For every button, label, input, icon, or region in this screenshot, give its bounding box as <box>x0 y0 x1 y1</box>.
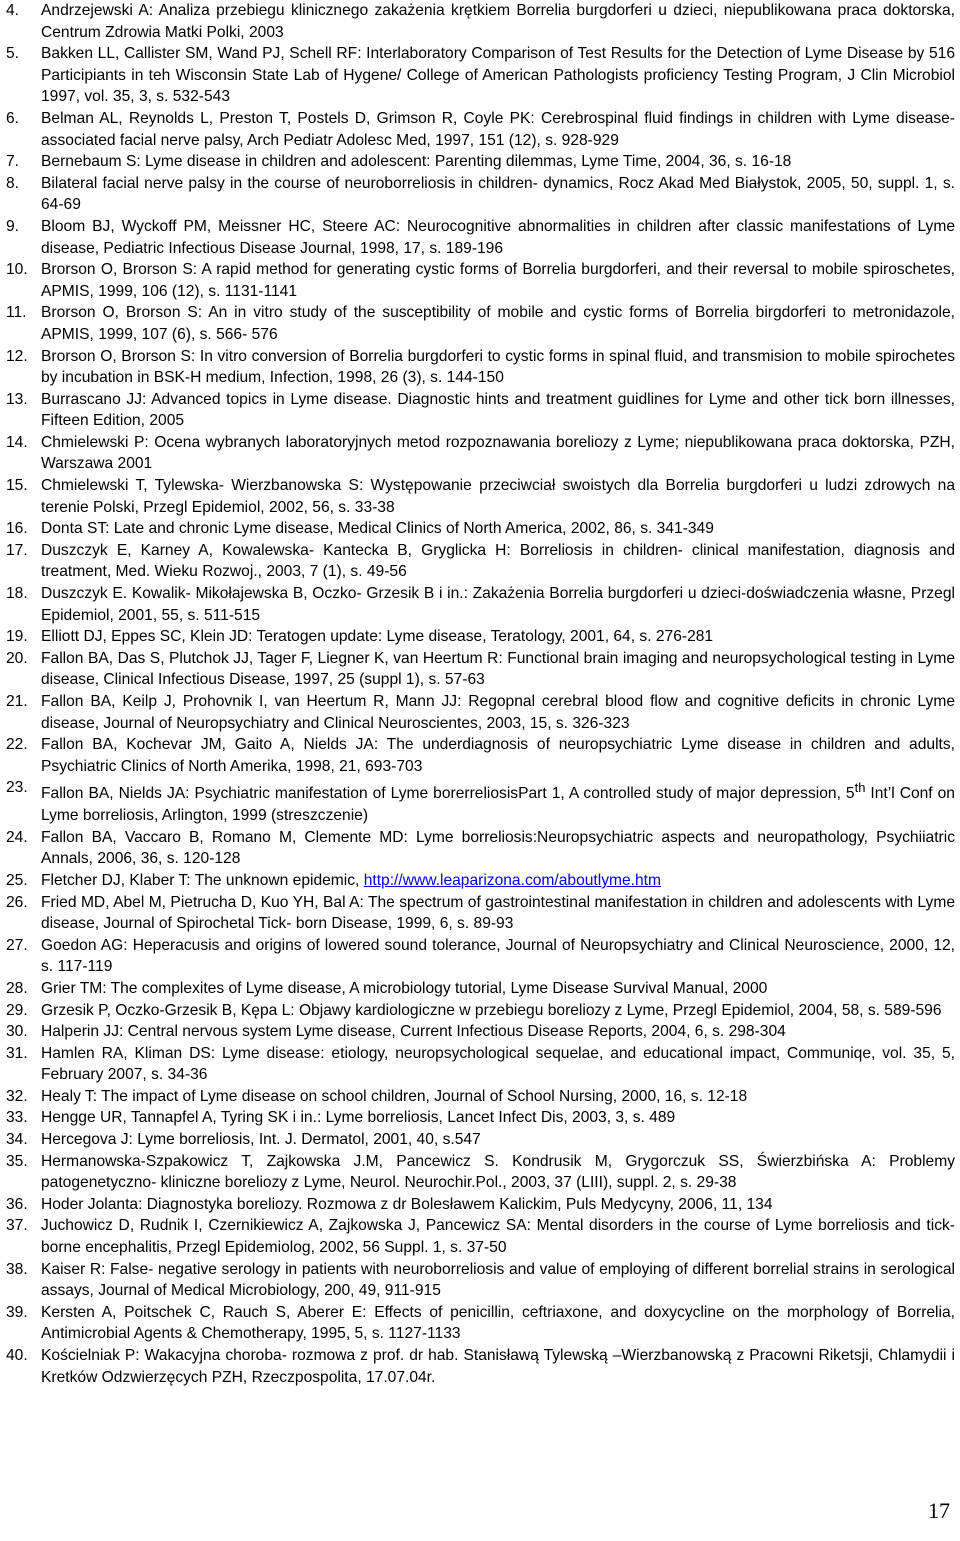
reference-number: 29. <box>6 1001 28 1019</box>
reference-number: 34. <box>6 1131 28 1149</box>
reference-text: Chmielewski T, Tylewska- Wierzbanowska S: Występowanie przeciwciał swoistych dla Borrelia burgdorferi u ludzi zdrowych na terenie Polski, Przegl Epidemiol, 2002, 56, s. 33-38 <box>41 477 955 516</box>
reference-text: Juchowicz D, Rudnik I, Czernikiewicz A, Zajkowska J, Pancewicz SA: Mental disorders in the course of Lyme borreliosis and tick- borne encephalitis, Przegl Epidemiolog, 2002, 56 Suppl. 1, s. 37-50 <box>41 1217 955 1257</box>
page-number: 17 <box>928 1498 950 1523</box>
reference-text: Brorson O, Brorson S: A rapid method for generating cystic forms of Borrelia burgdorferi, and their reversal to mobile spiroschetes, APMIS, 1999, 106 (12), s. 1131-1141 <box>41 261 955 300</box>
reference-number: 32. <box>6 1087 28 1105</box>
reference-text: Fallon BA, Das S, Plutchok JJ, Tager F, Liegner K, van Heertum R: Functional brain imaging and neuropsychological testing in Lyme disease, Clinical Infectious Disease, 1997, 25 (suppl 1), s. 57-63 <box>41 649 955 689</box>
reference-item <box>6 691 955 734</box>
reference-number: 5. <box>6 45 20 63</box>
reference-number: 33. <box>6 1109 28 1127</box>
reference-number: 37. <box>6 1217 28 1235</box>
reference-number: 13. <box>6 390 28 408</box>
reference-text: Bilateral facial nerve palsy in the course of neuroborreliosis in children- dynamics, Rocz Akad Med Białystok, 2005, 50, suppl. 1, s. 64-69 <box>41 174 955 214</box>
reference-item <box>6 518 955 540</box>
reference-number: 24. <box>6 828 28 846</box>
reference-text: Bakken LL, Callister SM, Wand PJ, Schell RF: Interlaboratory Comparison of Test Results for the Detection of Lyme Disease by 516 Participiants in teh Wisconsin State Lab of Hygene/ College of American Pathologists proficiency Testing Program, J Clin Microbiol 1997, vol. 35, 3, s. 532-543 <box>41 45 955 106</box>
reference-item <box>6 1151 955 1194</box>
reference-item <box>6 259 955 302</box>
reference-number: 6. <box>6 109 20 127</box>
reference-number: 12. <box>6 347 28 365</box>
reference-text: Duszczyk E. Kowalik- Mikołajewska B, Oczko- Grzesik B i in.: Zakażenia Borrelia burgdorferi u dzieci-doświadczenia własne, Przegl Epidemiol, 2001, 55, s. 511-515 <box>41 585 955 624</box>
reference-item <box>6 432 955 475</box>
reference-number: 22. <box>6 736 28 754</box>
reference-item <box>6 151 955 173</box>
reference-text: Donta ST: Late and chronic Lyme disease, Medical Clinics of North America, 2002, 86, s. 341-349 <box>41 520 714 538</box>
reference-text <box>41 777 955 826</box>
reference-text: Brorson O, Brorson S: In vitro conversion of Borrelia burgdorferi to cystic forms in spinal fluid, and transmision to mobile spirochetes by incubation in BSK-H medium, Infection, 1998, 26 (3), s. 144-150 <box>41 347 955 387</box>
reference-text: Fallon BA, Kochevar JM, Gaito A, Nields JA: The underdiagnosis of neuropsychiatric Lyme disease in children and adults, Psychiatric Clinics of North Amerika, 1998, 21, 693-703 <box>41 736 955 775</box>
reference-item <box>6 827 955 870</box>
reference-number: 15. <box>6 477 28 495</box>
reference-item <box>6 1107 955 1129</box>
reference-item <box>6 1086 955 1108</box>
reference-item <box>6 475 955 518</box>
reference-item <box>6 43 955 108</box>
reference-item <box>6 583 955 626</box>
reference-number: 36. <box>6 1195 28 1213</box>
reference-item <box>6 1302 955 1345</box>
reference-text: Kersten A, Poitschek C, Rauch S, Aberer E: Effects of penicillin, ceftriaxone, and doxycycline on the morphology of Borrelia, Antimicrobial Agents & Chemotherapy, 1995, 5, s. 1127-1133 <box>41 1303 955 1343</box>
reference-item <box>6 173 955 216</box>
reference-item <box>6 1259 955 1302</box>
reference-text: Hamlen RA, Kliman DS: Lyme disease: etiology, neuropsychological sequelae, and educational impact, Communiqe, vol. 35, 5, February 2007, s. 34-36 <box>41 1044 955 1084</box>
reference-text: Bloom BJ, Wyckoff PM, Meissner HC, Steere AC: Neurocognitive abnormalities in children after classic manifestations of Lyme disease, Pediatric Infectious Disease Journal, 1998, 17, s. 189-196 <box>41 217 955 257</box>
reference-text: Hercegova J: Lyme borreliosis, Int. J. Dermatol, 2001, 40, s.547 <box>41 1131 481 1149</box>
reference-item <box>6 108 955 151</box>
reference-text: Hengge UR, Tannapfel A, Tyring SK i in.: Lyme borreliosis, Lancet Infect Dis, 2003, 3, s. 489 <box>41 1109 676 1127</box>
reference-link[interactable]: http://www.leaparizona.com/aboutlyme.htm <box>363 871 662 889</box>
reference-text: Fallon BA, Vaccaro B, Romano M, Clemente MD: Lyme borreliosis:Neuropsychiatric aspects and neuropathology, Psychiiatric Annals, 2006, 36, s. 120-128 <box>41 828 955 868</box>
reference-list <box>6 0 955 1388</box>
reference-item <box>6 935 955 978</box>
reference-text: Healy T: The impact of Lyme disease on school children, Journal of School Nursing, 2000, 16, s. 12-18 <box>41 1087 748 1105</box>
reference-item <box>6 1345 955 1388</box>
reference-text: Fried MD, Abel M, Pietrucha D, Kuo YH, Bal A: The spectrum of gastrointestinal manifestation in children and adolescents with Lyme disease, Journal of Spirochetal Tick- born Disease, 1999, 6, s. 89-93 <box>41 893 955 933</box>
reference-number: 9. <box>6 217 20 235</box>
reference-text: Hermanowska-Szpakowicz T, Zajkowska J.M, Pancewicz S. Kondrusik M, Grygorczuk SS, Świerzbińska A: Problemy patogenetyczno- kliniczne boreliozy z Lyme, Neurol. Neurochir.Pol., 2003, 37 (LIII), suppl. 2, s. 29-38 <box>41 1152 955 1192</box>
reference-number: 16. <box>6 520 28 538</box>
reference-number: 17. <box>6 541 28 559</box>
reference-item <box>6 1000 955 1022</box>
reference-text: Burrascano JJ: Advanced topics in Lyme disease. Diagnostic hints and treatment guidlines for Lyme and other tick born illnesses, Fifteen Edition, 2005 <box>41 390 955 430</box>
reference-text: Goedon AG: Heperacusis and origins of lowered sound tolerance, Journal of Neuropsychiatry and Clinical Neuroscience, 2000, 12, s. 117-119 <box>41 936 955 976</box>
reference-number: 26. <box>6 893 28 911</box>
reference-text: Grzesik P, Oczko-Grzesik B, Kępa L: Objawy kardiologiczne w przebiegu boreliozy z Lyme, Przegl Epidemiol, 2004, 58, s. 589-596 <box>41 1001 942 1019</box>
reference-item <box>6 1215 955 1258</box>
reference-item <box>6 978 955 1000</box>
reference-text: Halperin JJ: Central nervous system Lyme disease, Current Infectious Disease Reports, 2004, 6, s. 298-304 <box>41 1023 786 1041</box>
reference-number: 10. <box>6 261 28 279</box>
reference-item <box>6 216 955 259</box>
reference-item <box>6 648 955 691</box>
reference-number: 31. <box>6 1044 28 1062</box>
reference-text: Brorson O, Brorson S: An in vitro study of the susceptibility of mobile and cystic forms of Borrelia birgdorferi to metronidazole, APMIS, 1999, 107 (6), s. 566- 576 <box>41 304 955 343</box>
reference-number: 4. <box>6 2 20 19</box>
reference-number: 40. <box>6 1347 28 1364</box>
reference-number: 21. <box>6 693 28 710</box>
reference-item <box>6 346 955 389</box>
reference-text: Fallon BA, Keilp J, Prohovnik I, van Heertum R, Mann JJ: Regopnal cerebral blood flow and cognitive deficits in chronic Lyme disease, Journal of Neuropsychiatry and Clinical Neuroscientes, 2003, 15, s. 326-323 <box>41 693 955 732</box>
reference-item <box>6 1021 955 1043</box>
reference-text-part: Int’l Conf on Lyme borreliosis, Arlington, 1999 (streszczenie) <box>41 785 955 825</box>
reference-text <box>41 870 955 892</box>
reference-text: Kościelniak P: Wakacyjna choroba- rozmowa z prof. dr hab. Stanisławą Tylewską –Wierzbanowską z Pracowni Riketsji, Chlamydii i Kretków Odzwierzęcych PZH, Rzeczpospolita, 17.07.04r. <box>41 1347 955 1386</box>
reference-number: 39. <box>6 1303 28 1321</box>
reference-number: 30. <box>6 1023 28 1041</box>
reference-number: 27. <box>6 936 28 954</box>
reference-text: Chmielewski P: Ocena wybranych laboratoryjnych metod rozpoznawania boreliozy z Lyme; niepublikowana praca doktorska, PZH, Warszawa 2001 <box>41 433 955 473</box>
reference-item <box>6 1129 955 1151</box>
reference-number: 18. <box>6 585 28 603</box>
reference-item <box>6 777 955 826</box>
reference-text: Hoder Jolanta: Diagnostyka boreliozy. Rozmowa z dr Bolesławem Kalickim, Puls Medycyny, 2006, 11, 134 <box>41 1195 773 1213</box>
reference-number: 25. <box>6 871 28 889</box>
reference-text: Belman AL, Reynolds L, Preston T, Postels D, Grimson R, Coyle PK: Cerebrospinal fluid findings in children with Lyme disease- associated facial nerve palsy, Arch Pediatr Adolesc Med, 1997, 151 (12), s. 928-929 <box>41 109 955 149</box>
reference-number: 28. <box>6 979 28 997</box>
reference-number: 14. <box>6 433 28 451</box>
reference-item <box>6 1194 955 1216</box>
reference-item <box>6 734 955 777</box>
reference-number: 8. <box>6 174 20 192</box>
reference-item <box>6 302 955 345</box>
reference-text: Duszczyk E, Karney A, Kowalewska- Kantecka B, Gryglicka H: Borreliosis in children- clinical manifestation, diagnosis and treatment, Med. Wieku Rozwoj., 2003, 7 (1), s. 49-56 <box>41 541 955 581</box>
reference-number: 7. <box>6 153 20 171</box>
reference-text-part: Fletcher DJ, Klaber T: The unknown epidemic, <box>41 871 364 889</box>
reference-item <box>6 0 955 43</box>
reference-text: Kaiser R: False- negative serology in patients with neuroborreliosis and value of employing of different borrelial strains in serological assays, Journal of Medical Microbiology, 200, 49, 911-915 <box>41 1260 955 1300</box>
reference-item <box>6 626 955 648</box>
reference-number: 19. <box>6 628 28 646</box>
reference-item <box>6 389 955 432</box>
reference-text-part: Fallon BA, Nields JA: Psychiatric manifestation of Lyme borerreliosisPart 1, A controlled study of major depression, 5 <box>41 785 855 803</box>
reference-text: Elliott DJ, Eppes SC, Klein JD: Teratogen update: Lyme disease, Teratology, 2001, 64, s. 276-281 <box>41 628 714 646</box>
reference-text: Bernebaum S: Lyme disease in children and adolescent: Parenting dilemmas, Lyme Time, 2004, 36, s. 16-18 <box>41 153 792 171</box>
reference-number: 11. <box>6 304 27 322</box>
reference-item <box>6 1043 955 1086</box>
reference-text: Grier TM: The complexites of Lyme disease, A microbiology tutorial, Lyme Disease Survival Manual, 2000 <box>41 979 768 997</box>
reference-item <box>6 892 955 935</box>
reference-number: 23. <box>6 779 28 797</box>
superscript: th <box>854 780 866 796</box>
reference-number: 38. <box>6 1260 28 1278</box>
reference-number: 20. <box>6 649 28 667</box>
reference-item <box>6 540 955 583</box>
reference-number: 35. <box>6 1152 28 1170</box>
reference-text: Andrzejewski A: Analiza przebiegu klinicznego zakażenia krętkiem Borrelia burgdorferi u dzieci, niepublikowana praca doktorska, Centrum Zdrowia Matki Polki, 2003 <box>41 2 955 41</box>
reference-item <box>6 870 955 892</box>
